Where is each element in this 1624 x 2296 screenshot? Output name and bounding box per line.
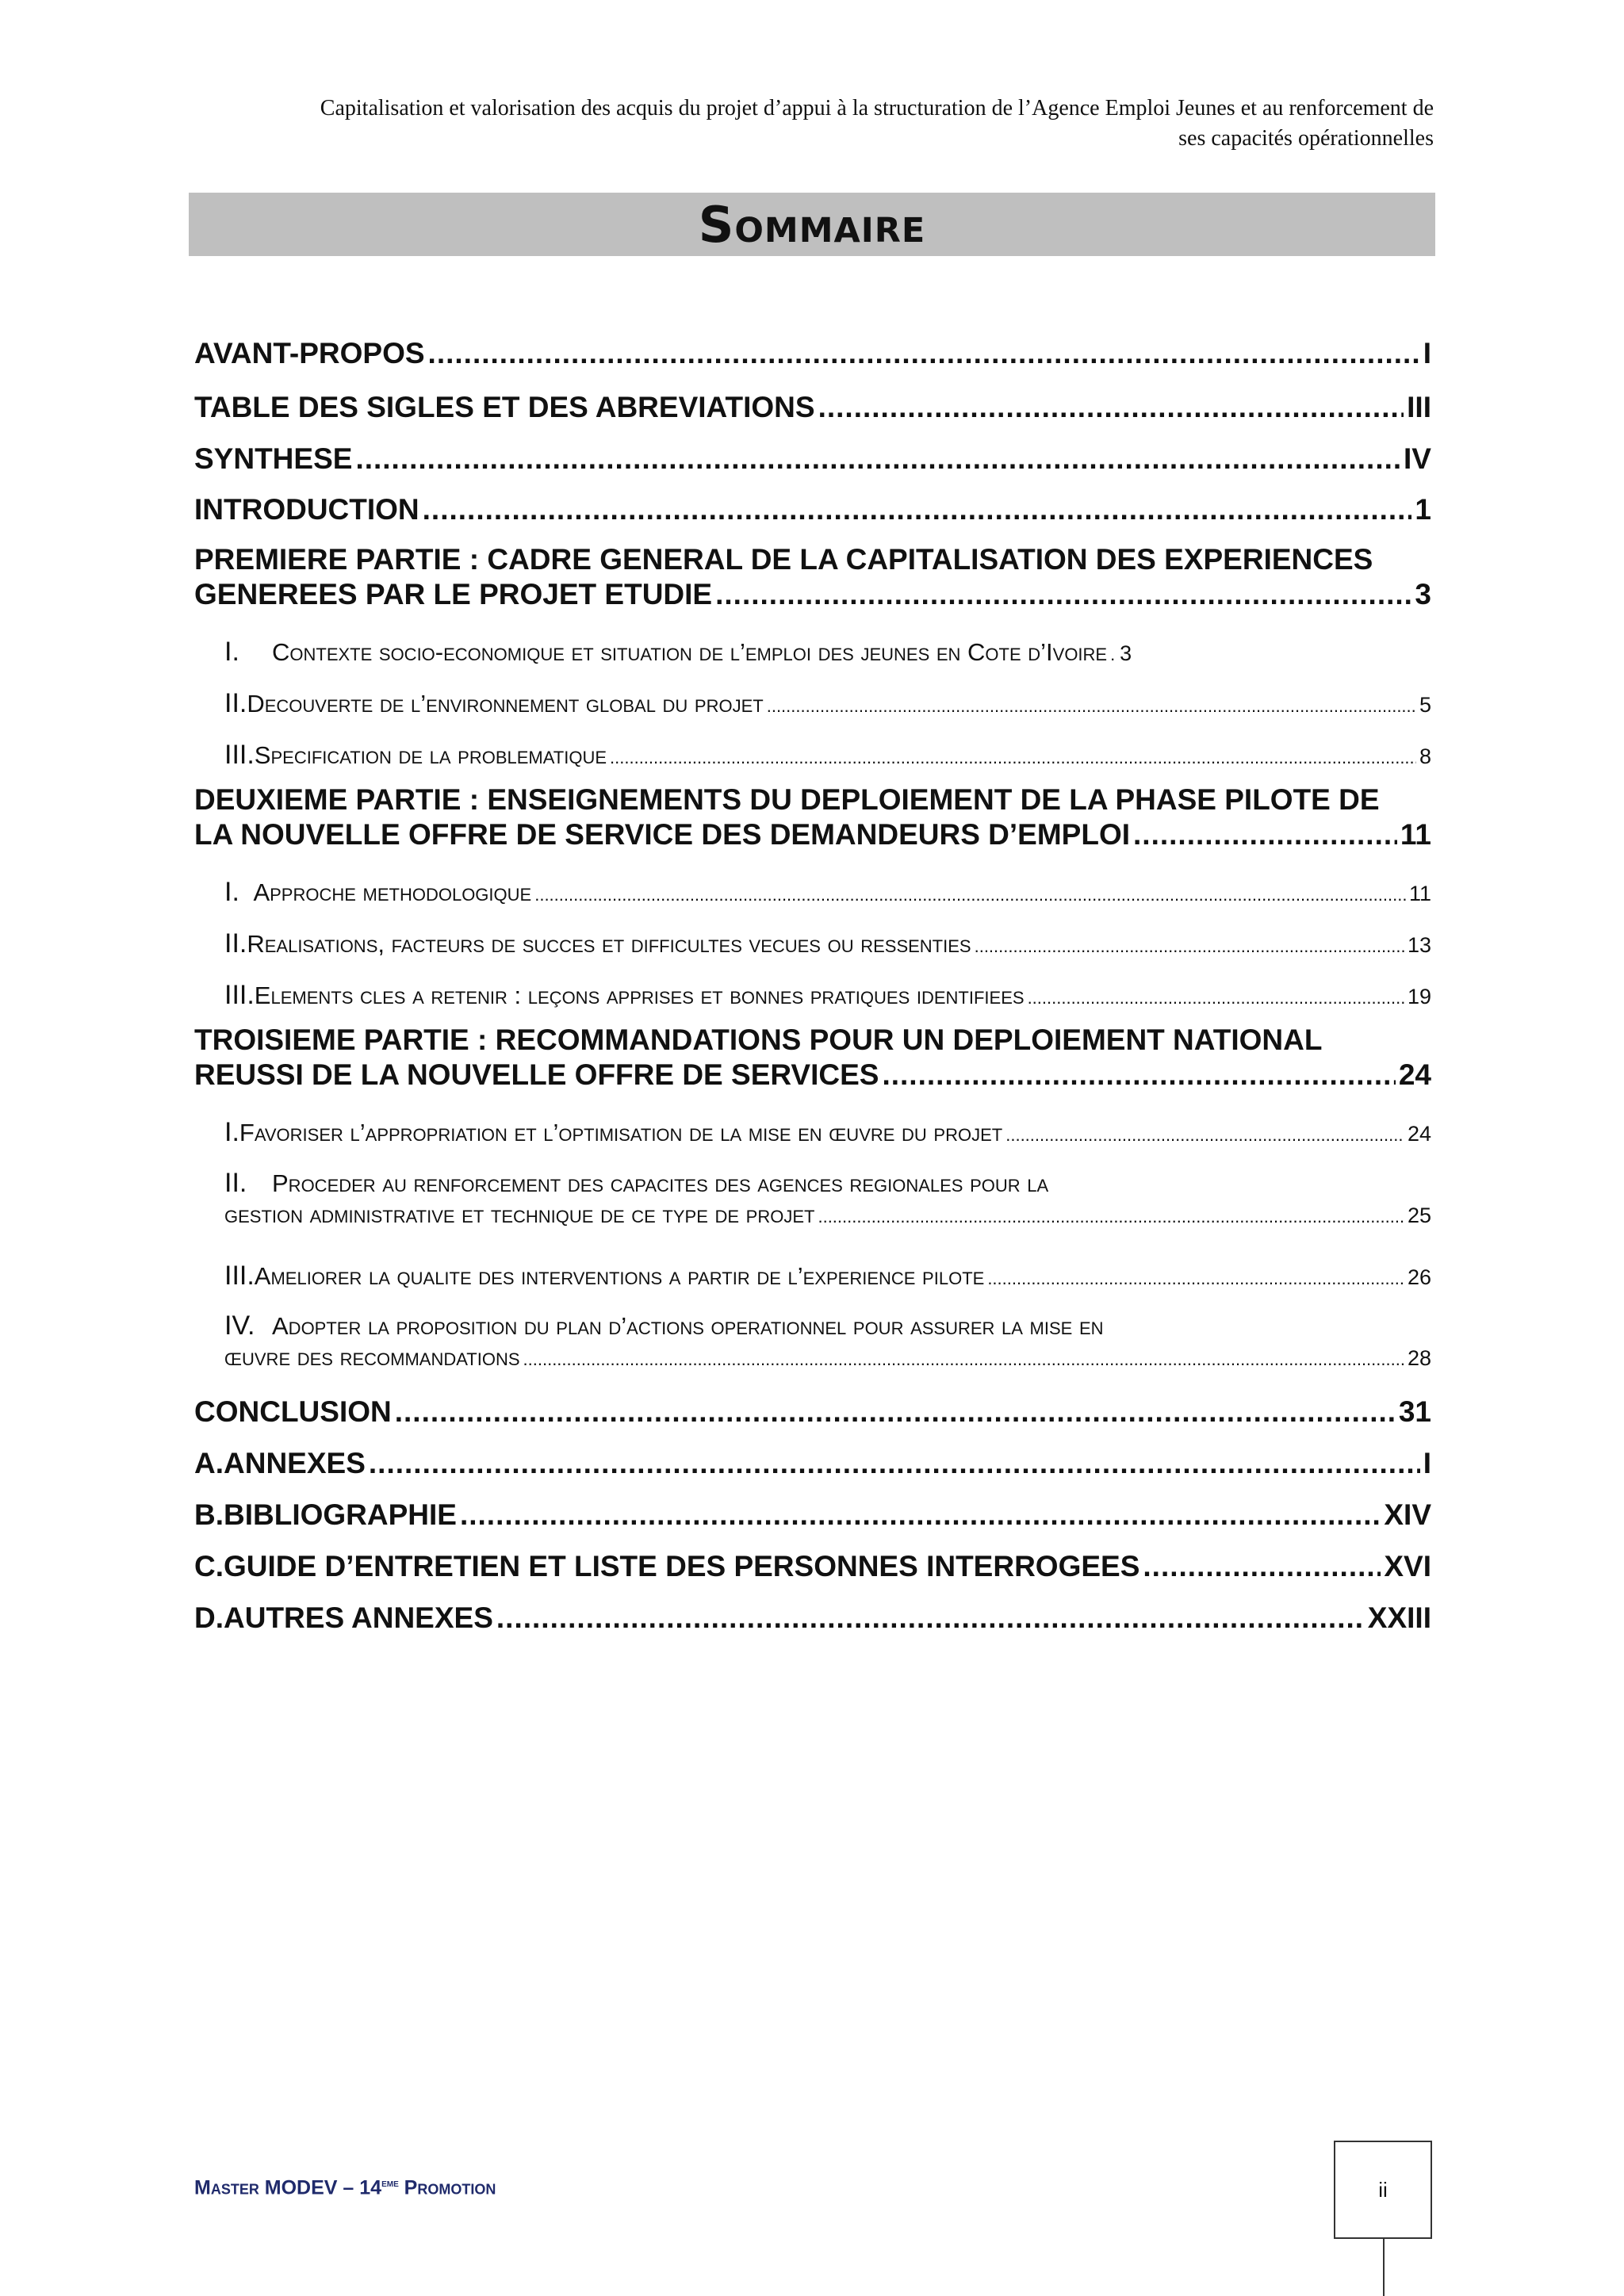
leader-dots [1133,818,1397,851]
toc-entry-label: Favoriser l’appropriation et l’optimisation de la mise en œuvre du projet [239,1119,1003,1146]
toc-entry-guide-entretien[interactable] [194,1550,1431,1583]
toc-entry-page: XXIII [1367,1601,1431,1634]
toc-entry-label-line-2: gestion administrative et technique de ce type de projet [224,1200,815,1228]
toc-entry-label: Ameliorer la qualite des interventions a partir de l’experience pilote [254,1262,985,1290]
toc-entry-label: BIBLIOGRAPHIE [224,1498,457,1531]
toc-entry-label-line-2: REUSSI DE LA NOUVELLE OFFRE DE SERVICES [194,1058,879,1091]
toc-subentry-specification[interactable] [224,740,1431,771]
leader-dots [715,578,1411,611]
toc-entry-label: Realisations, facteurs de succes et difficultes vecues ou ressenties [247,930,971,958]
leader-dots [987,1269,1404,1289]
toc-entry-label: SYNTHESE [194,442,353,475]
toc-subentry-realisations[interactable] [224,928,1431,959]
toc-subentry-adopter[interactable] [224,1311,1431,1372]
toc-entry-page: I [1423,337,1431,369]
leader-dots [1110,645,1116,665]
toc-entry-letter: C. [194,1550,224,1582]
leader-dots [975,936,1404,957]
leader-dots [818,1207,1404,1227]
toc-entry-page: 13 [1407,933,1431,957]
title-banner [189,193,1435,256]
toc-entry-label: INTRODUCTION [194,493,419,526]
toc-entry-label: Decouverte de l’environnement global du projet [247,690,764,718]
toc-entry-annexes[interactable] [194,1447,1431,1480]
toc-entry-page: 25 [1407,1203,1431,1227]
toc-entry-label-line-1: Proceder au renforcement des capacites des agences regionales pour la [272,1169,1049,1197]
leader-dots [818,391,1404,424]
page-number-connector [1383,2237,1385,2296]
toc-entry-label: ANNEXES [224,1447,366,1479]
leader-dots [428,337,1420,370]
toc-entry-number: II. [224,928,247,959]
toc-entry-page: 5 [1419,693,1431,717]
toc-entry-number: II. [224,688,247,718]
toc-entry-page: III [1407,391,1431,423]
toc-entry-label-line-2: GENEREES PAR LE PROJET ETUDIE [194,578,713,610]
toc-entry-letter: B. [194,1498,224,1531]
footer-brand-text: Master MODEV – 14 [194,2176,382,2199]
toc-entry-troisieme-partie[interactable] [194,1024,1431,1092]
toc-subentry-favoriser[interactable] [224,1117,1431,1148]
toc-entry-conclusion[interactable] [194,1395,1431,1429]
toc-entry-number: II. [224,1168,247,1198]
toc-entry-label: TABLE DES SIGLES ET DES ABREVIATIONS [194,391,815,423]
toc-entry-page: 28 [1407,1346,1431,1370]
page-number-box [1334,2141,1432,2239]
toc-entry-label-line-2: œuvre des recommandations [224,1343,520,1371]
toc-entry-bibliographie[interactable] [194,1498,1431,1532]
leader-dots [523,1349,1404,1370]
page-title: Sommaire [698,195,926,254]
toc-subentry-contexte[interactable] [224,637,1431,668]
toc-entry-label: Elements cles a retenir : leçons apprises et bonnes pratiques identifiees [254,982,1025,1009]
toc-entry-page: 3 [1120,641,1132,665]
toc-entry-page: 26 [1407,1265,1431,1289]
running-header-line-1: Capitalisation et valorisation des acquis du projet d’appui à la structuration de l’Agence Emploi Jeunes et au renforcement de [320,96,1434,121]
toc-entry-page: 1 [1415,493,1431,526]
toc-entry-page: 11 [1408,882,1431,905]
leader-dots [355,442,1400,476]
toc-entry-page: 11 [1400,818,1431,851]
toc-entry-label-line-2: LA NOUVELLE OFFRE DE SERVICE DES DEMANDEURS D’EMPLOI [194,818,1131,851]
toc-entry-number: I. [224,877,239,907]
leader-dots [460,1498,1381,1532]
toc-entry-label: GUIDE D’ENTRETIEN ET LISTE DES PERSONNES INTERROGEES [224,1550,1140,1582]
toc-entry-letter: A. [194,1447,224,1479]
toc-subentry-ameliorer[interactable] [224,1261,1431,1292]
toc-entry-label: AVANT-PROPOS [194,337,425,369]
toc-entry-page: 8 [1419,744,1431,768]
toc-entry-page: 3 [1415,578,1431,610]
toc-entry-autres-annexes[interactable] [194,1601,1431,1635]
footer-brand [194,2176,496,2199]
toc-entry-label: CONCLUSION [194,1395,392,1428]
toc-entry-label: Approche methodologique [253,878,532,906]
toc-entry-number: I. [224,637,239,667]
toc-entry-avant-propos[interactable] [194,337,1431,370]
toc-entry-label-line-1: Adopter la proposition du plan d’actions operationnel pour assurer la mise en [272,1312,1104,1340]
toc-entry-number: III. [224,980,255,1010]
toc-entry-number: III. [224,740,255,770]
toc-entry-page: 24 [1407,1122,1431,1146]
leader-dots [369,1447,1420,1480]
toc-subentry-approche[interactable] [224,877,1431,908]
toc-entry-page: I [1423,1447,1431,1479]
toc-entry-label-line-1: PREMIERE PARTIE : CADRE GENERAL DE LA CAPITALISATION DES EXPERIENCES [194,543,1373,576]
toc-entry-page: 19 [1407,985,1431,1008]
toc-subentry-proceder[interactable] [224,1168,1431,1229]
leader-dots [882,1058,1395,1092]
toc-entry-premiere-partie[interactable] [194,543,1431,611]
leader-dots [610,748,1416,768]
toc-entry-label-line-1: TROISIEME PARTIE : RECOMMANDATIONS POUR UN DEPLOIEMENT NATIONAL [194,1024,1323,1056]
toc-entry-page: XIV [1384,1498,1431,1531]
toc-entry-sigles[interactable] [194,391,1431,424]
toc-entry-page: IV [1404,442,1431,475]
toc-entry-letter: D. [194,1601,224,1634]
running-header [190,94,1434,154]
toc-entry-label: AUTRES ANNEXES [224,1601,493,1634]
toc-entry-deuxieme-partie[interactable] [194,783,1431,851]
leader-dots [423,493,1412,526]
page-number: ii [1378,2177,1388,2202]
toc-entry-label-line-1: DEUXIEME PARTIE : ENSEIGNEMENTS DU DEPLOIEMENT DE LA PHASE PILOTE DE [194,783,1380,816]
footer-brand-text-end: Promotion [398,2176,496,2199]
leader-dots [1143,1550,1381,1583]
leader-dots [1005,1125,1404,1146]
toc-entry-label: Contexte socio-economique et situation de l’emploi des jeunes en Cote d’Ivoire [272,638,1108,666]
toc-entry-page: XVI [1384,1550,1431,1582]
running-header-line-2: ses capacités opérationnelles [1178,126,1434,151]
leader-dots [1028,988,1404,1008]
leader-dots [534,885,1406,905]
toc-entry-label: Specification de la problematique [254,741,607,769]
toc-entry-number: I. [224,1117,239,1147]
toc-entry-synthese[interactable] [194,442,1431,476]
toc-entry-page: 31 [1398,1395,1431,1428]
footer-brand-superscript: eme [381,2176,399,2189]
leader-dots [395,1395,1396,1429]
toc-subentry-elements-cles[interactable] [224,980,1431,1011]
leader-dots [767,696,1416,717]
toc-entry-number: IV. [224,1311,255,1341]
toc-entry-page: 24 [1398,1058,1431,1091]
toc-entry-introduction[interactable] [194,493,1431,526]
toc-entry-number: III. [224,1261,255,1291]
leader-dots [496,1601,1365,1635]
toc-subentry-decouverte[interactable] [224,688,1431,719]
